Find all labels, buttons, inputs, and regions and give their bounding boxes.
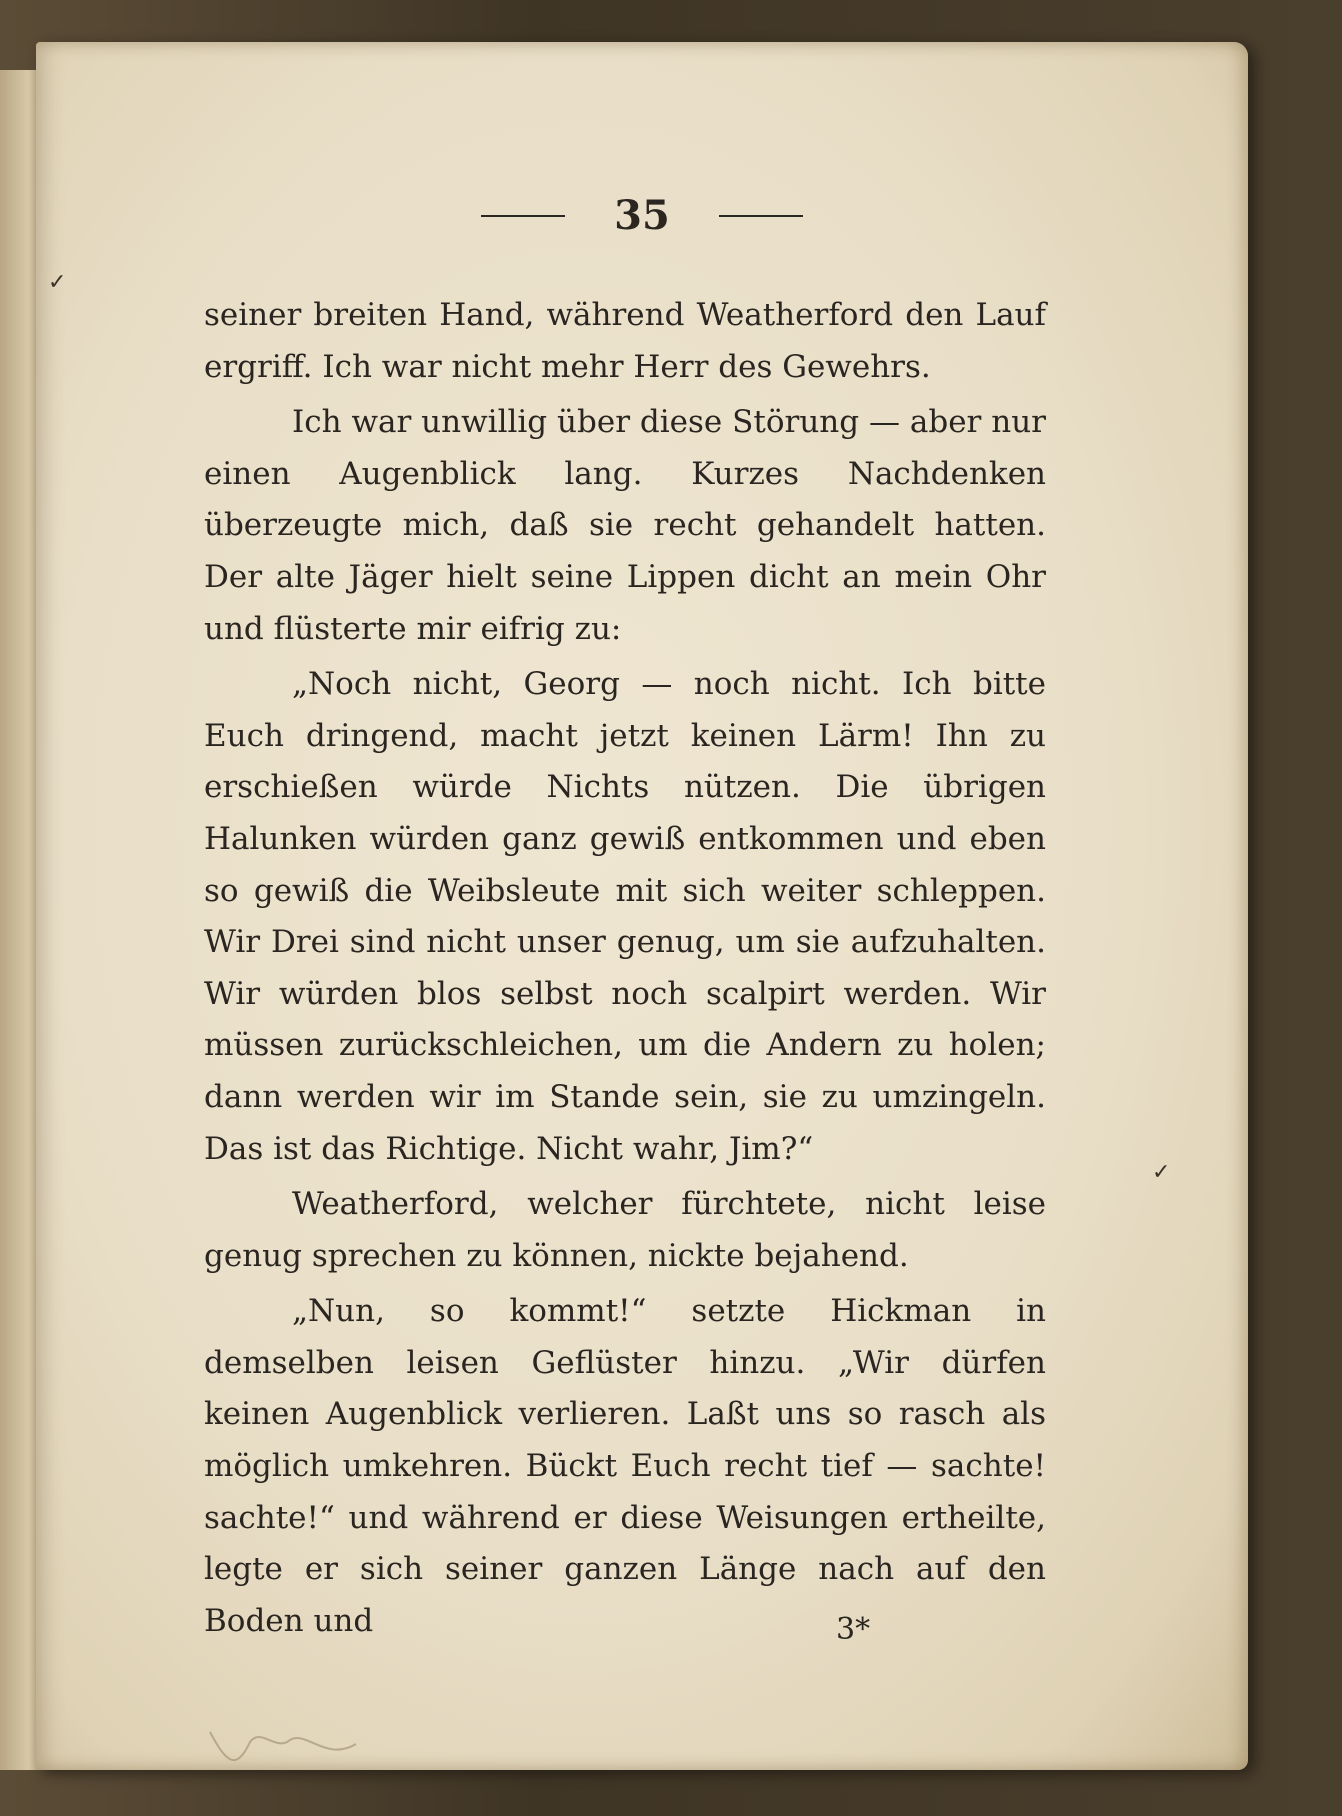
book-page [36, 42, 1248, 1770]
paragraph: „Noch nicht, Georg — noch nicht. Ich bitte Euch dringend, macht jetzt keinen Lärm! Ihn zu erschießen würde Nichts nützen. Die übrigen Halunken würden ganz gewiß entkommen und eben so gewiß die Weibsleute mit sich weiter schleppen. Wir Drei sind nicht unser genug, um sie aufzuhalten. Wir würden blos selbst noch scalpirt werden. Wir müssen zurückschleichen, um die Andern zu holen; dann werden wir im Stande sein, sie zu umzingeln. Das ist das Richtige. Nicht wahr, Jim?“ [204, 666, 1046, 1167]
paragraph: „Nun, so kommt!“ setzte Hickman in demselben leisen Geflüster hinzu. „Wir dürfen keinen Augenblick verlieren. Laßt uns so rasch als möglich umkehren. Bückt Euch recht tief — sachte! sachte!“ und während er diese Weisungen ertheilte, legte er sich seiner ganzen Länge nach auf den Boden und [204, 1293, 1046, 1639]
pencil-scribble [206, 1722, 366, 1782]
page-number: 35 [614, 192, 670, 239]
paragraph: Ich war unwillig über diese Störung — aber nur einen Augenblick lang. Kurzes Nachdenken überzeugte mich, daß sie recht gehandelt hatten. Der alte Jäger hielt seine Lippen dicht an mein Ohr und flüsterte mir eifrig zu: [204, 404, 1046, 647]
printer-signature-mark: 3* [836, 1612, 871, 1647]
paragraph-continuation: seiner breiten Hand, während Weatherford den Lauf ergriff. Ich war nicht mehr Herr des Gewehrs. [204, 297, 1046, 385]
margin-pencil-mark: ✓ [1152, 1160, 1171, 1185]
page-header [36, 192, 1248, 239]
body-text [204, 290, 1046, 1647]
paragraph: Weatherford, welcher fürchtete, nicht leise genug sprechen zu können, nickte bejahend. [204, 1186, 1046, 1274]
margin-pencil-mark: ✓ [48, 270, 67, 295]
header-rule-right [719, 215, 803, 217]
header-rule-left [481, 215, 565, 217]
